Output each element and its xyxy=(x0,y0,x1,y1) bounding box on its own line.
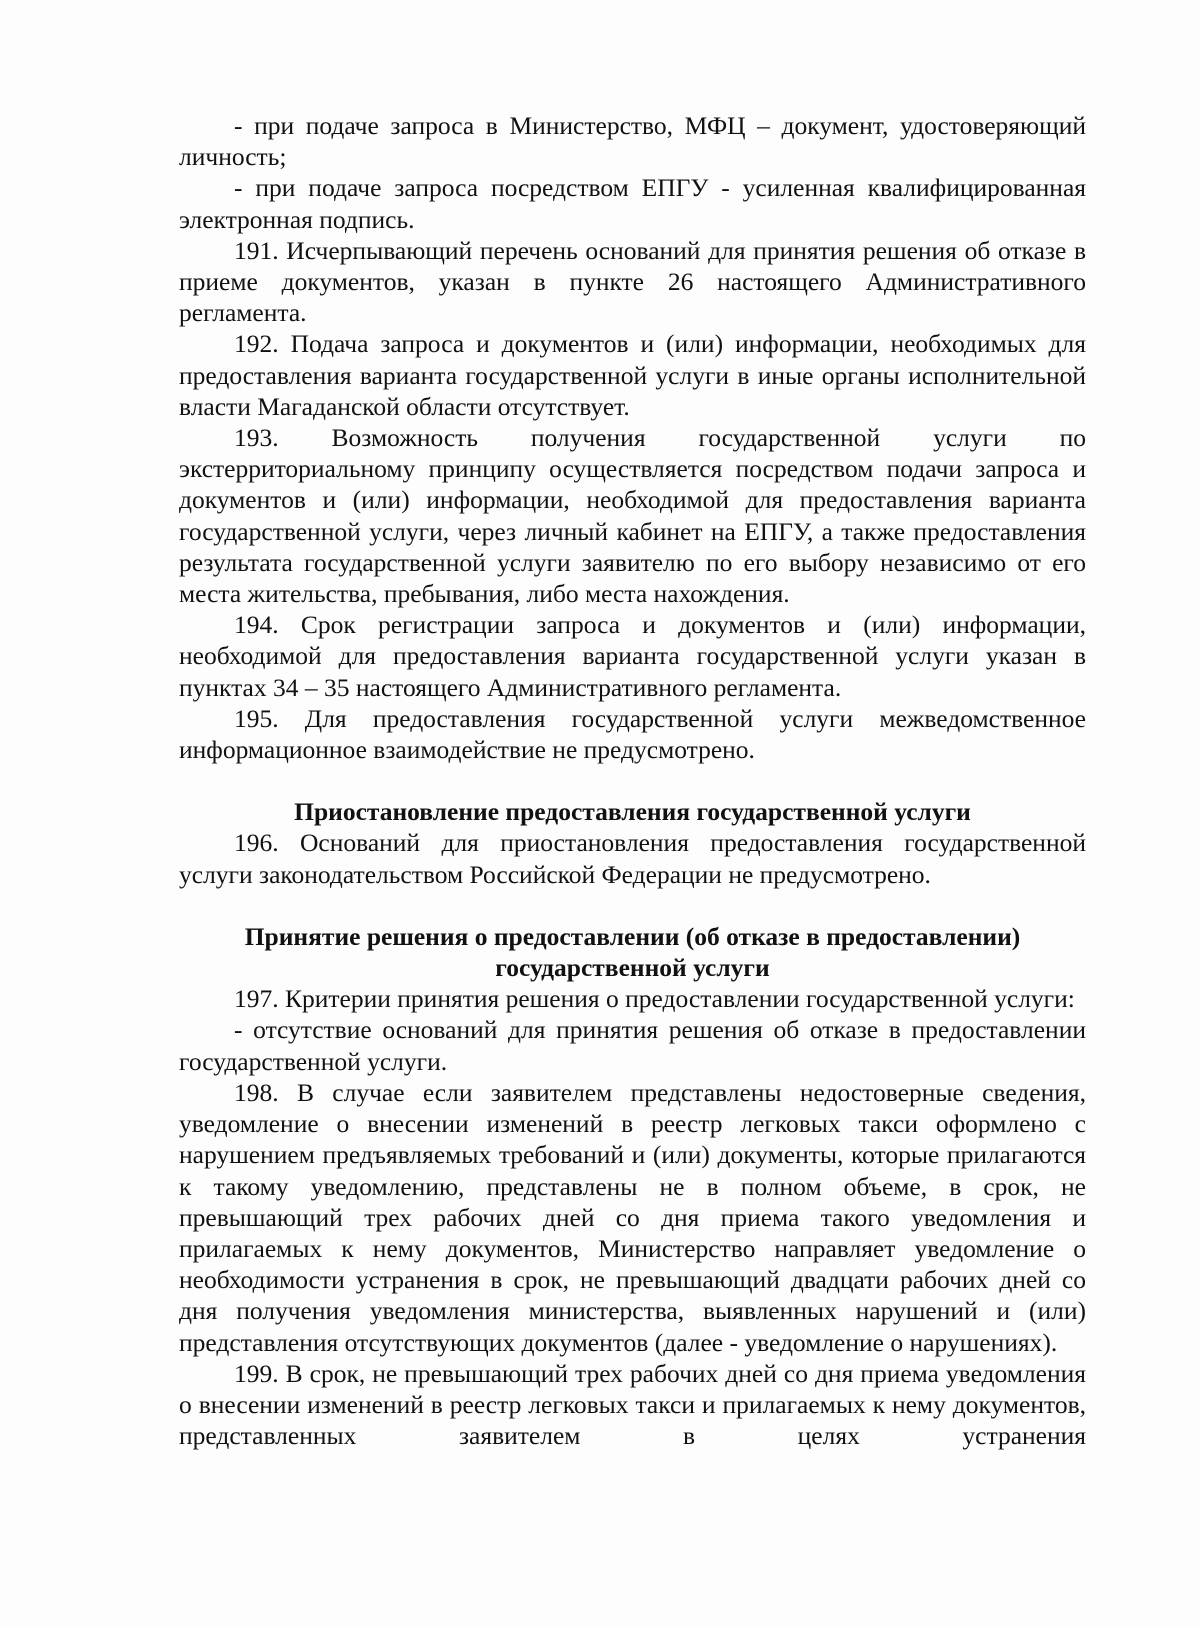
paragraph-191: 191. Исчерпывающий перечень оснований для принятия решения об отказе в приеме документов, указан в пункте 26 настоящего Административного регламента. xyxy=(179,235,1086,328)
paragraph-196: 196. Оснований для приостановления предоставления государственной услуги законодательством Российской Федерации не предусмотрено. xyxy=(179,828,1086,889)
paragraph-193: 193. Возможность получения государственной услуги по экстерриториальному принципу осуществляется посредством подачи запроса и документов и (или) информации, необходимой для предоставления варианта государственной услуги, через личный кабинет на ЕПГУ, а также предоставления результата государственной услуги заявителю по его выбору независимо от его места жительства, пребывания, либо места нахождения. xyxy=(179,423,1086,609)
paragraph-194: 194. Срок регистрации запроса и документов и (или) информации, необходимой для предоставления варианта государственной услуги указан в пунктах 34 – 35 настоящего Административного регламента. xyxy=(179,610,1086,702)
paragraph-199: 199. В срок, не превышающий трех рабочих дней со дня приема уведомления о внесении изменений в реестр легковых такси и прилагаемых к нему документов, представленных заявителем в целях устранения xyxy=(179,1358,1086,1451)
section-spacer xyxy=(179,890,1086,921)
paragraph-no-grounds: - отсутствие оснований для принятия решения об отказе в предоставлении государственной услуги. xyxy=(179,1015,1086,1076)
paragraph-192: 192. Подача запроса и документов и (или) информации, необходимых для предоставления варианта государственной услуги в иные органы исполнительной власти Магаданской области отсутствует. xyxy=(179,329,1086,421)
paragraph-195: 195. Для предоставления государственной услуги межведомственное информационное взаимодействие не предусмотрено. xyxy=(179,703,1086,765)
paragraph-197: 197. Критерии принятия решения о предоставлении государственной услуги: xyxy=(234,984,1075,1014)
section-heading-suspension: Приостановление предоставления государственной услуги xyxy=(294,797,971,827)
section-spacer xyxy=(179,765,1086,796)
document-body xyxy=(179,110,1086,1451)
section-heading-decision: Принятие решения о предоставлении (об отказе в предоставлении) государственной услуги xyxy=(244,921,1021,983)
paragraph-electronic-signature: - при подаче запроса посредством ЕПГУ - усиленная квалифицированная электронная подпись. xyxy=(179,173,1086,234)
paragraph-198: 198. В случае если заявителем представлены недостоверные сведения, уведомление о внесении изменений в реестр легковых такси оформлено с нарушением предъявляемых требований и (или) документы, которые прилагаются к такому уведомлению, представлены не в полном объеме, в срок, не превышающий трех рабочих дней со дня приема такого уведомления и прилагаемых к нему документов, Министерство направляет уведомление о необходимости устранения в срок, не превышающий двадцати рабочих дней со дня получения уведомления министерства, выявленных нарушений и (или) представления отсутствующих документов (далее - уведомление о нарушениях). xyxy=(179,1077,1086,1357)
paragraph-identity-document: - при подаче запроса в Министерство, МФЦ – документ, удостоверяющий личность; xyxy=(179,111,1086,172)
